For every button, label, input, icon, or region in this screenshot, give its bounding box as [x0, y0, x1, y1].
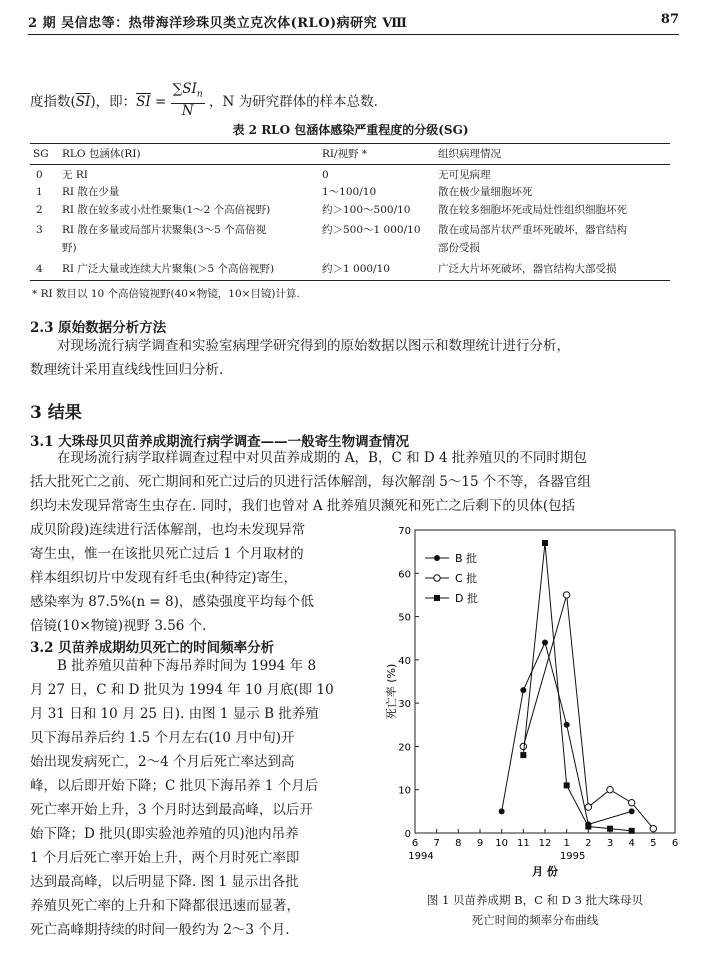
year-label: 1994 — [408, 851, 434, 862]
data-point — [520, 743, 526, 749]
header-journal-title: 2 期 吴信忠等：热带海洋珍珠贝类立克次体(RLO)病研究 Ⅷ — [28, 16, 408, 31]
data-point — [564, 722, 570, 728]
formula-line: 度指数$(\overline{SI})$，即：$\overline{SI}$ = $\sum SI_n$ N ，N 为研究群体的样本总数. — [30, 81, 378, 119]
y-tick-label: 30 — [398, 699, 411, 711]
section-2-3-body: 对现场流行病学调查和实验室病理学研究得到的原始数据以图示和数理统计进行分析， 数理统计采用直线线性回归分析. — [30, 338, 570, 378]
data-point — [520, 752, 526, 758]
data-point — [499, 808, 505, 814]
legend-label: B 批 — [455, 552, 478, 565]
table-header-sg: SG — [33, 148, 49, 160]
legend-marker — [434, 575, 440, 581]
year-label: 1995 — [559, 851, 586, 862]
y-tick-label: 20 — [398, 742, 411, 754]
legend-marker — [434, 595, 440, 601]
data-point — [520, 687, 526, 693]
table-row: 0 无 RI 0 无可见病理 — [36, 169, 491, 181]
data-point — [585, 804, 591, 810]
running-header — [28, 12, 679, 35]
series-line-1 — [502, 643, 632, 825]
table-bottom-rule — [30, 280, 670, 281]
x-axis-label: 月 份 — [532, 865, 558, 878]
data-point — [650, 825, 656, 831]
table-row: 2 RI 散在较多或小灶性聚集(1～2 个高倍视野) 约＞100～500/10 散在较多细胞坏死或局灶性组织细胞坏死 — [36, 204, 627, 216]
x-tick-label: 11 — [516, 838, 530, 849]
fraction: $\sum SI_n$ N — [172, 81, 203, 119]
si-bar-symbol-2: $\overline{SI}$ — [136, 93, 151, 110]
y-tick-label: 70 — [398, 526, 411, 537]
data-point — [628, 800, 634, 806]
mortality-line-chart — [385, 515, 685, 885]
x-tick-label: 12 — [538, 838, 552, 849]
data-point — [563, 592, 569, 598]
x-tick-label: 5 — [650, 838, 657, 849]
legend-label: C 批 — [455, 572, 478, 585]
legend-label: D 批 — [455, 592, 478, 605]
series-line-2 — [523, 595, 653, 829]
table-title: 表 2 RLO 包涵体感染严重程度的分级(SG) — [232, 123, 469, 137]
si-bar-symbol: $\overline{SI}$ — [75, 93, 91, 110]
plot-frame — [415, 530, 675, 833]
data-point — [607, 787, 613, 793]
data-point — [607, 826, 613, 832]
table-row: 野) 部份受损 — [62, 242, 480, 254]
data-point — [564, 782, 570, 788]
data-point — [585, 824, 591, 830]
table-row: 3 RI 散在多量或局部片状聚集(3～5 个高倍视 约＞500～1 000/10 散在或局部片状严重坏死破坏，器官结构 — [36, 224, 627, 236]
table-row: 4 RI 广泛大量或连续大片聚集(＞5 个高倍视野) 约＞1 000/10 广泛大片坏死破坏，器官结构大部受损 — [36, 263, 617, 275]
table-header-ri: RLO 包涵体(RI) — [62, 148, 141, 160]
x-tick-label: 1 — [563, 838, 570, 849]
figure-caption: 图 1 贝苗养成期 B，C 和 D 3 批大珠母贝 死亡时间的频率分布曲线 — [426, 893, 644, 927]
table-header-ri-per-field: RI/视野 * — [322, 148, 368, 160]
x-tick-label: 9 — [476, 838, 484, 849]
x-tick-label: 2 — [585, 838, 592, 849]
section-2-3-heading: 2.3 原始数据分析方法 — [30, 320, 167, 336]
section-3-heading: 3 结果 — [30, 403, 82, 423]
table-footnote: * RI 数目以 10 个高倍镜视野(40×物镜，10×目镜)计算. — [32, 288, 300, 300]
table-top-rule — [30, 143, 670, 144]
series-line-3 — [523, 543, 631, 831]
section-3-2-heading: 3.2 贝苗养成期幼贝死亡的时间频率分析 — [30, 640, 275, 656]
data-point — [542, 540, 548, 546]
y-tick-label: 0 — [404, 829, 411, 840]
y-tick-label: 10 — [398, 785, 411, 797]
page-number: 87 — [660, 12, 679, 27]
x-tick-label: 6 — [411, 838, 419, 849]
x-tick-label: 3 — [606, 838, 614, 849]
table-header-histopathology: 组织病理情况 — [438, 148, 501, 160]
y-tick-label: 50 — [398, 612, 411, 624]
y-tick-label: 40 — [398, 655, 411, 667]
x-tick-label: 10 — [495, 838, 509, 849]
y-axis-label: 死亡率 (%) — [385, 663, 398, 720]
section-3-2-body: B 批养殖贝苗种下海吊养时间为 1994 年 8 月 27 日，C 和 D 批贝为 1994 年 10 月底(即 10 月 31 日和 10 月 25 日). 由图 1 显示 B 批养殖 贝下海吊养后约 1.5 个月左右(10 月中旬)开 始出现发病死亡，2～4 个月后死亡率达到高 峰，以后即开始下降；C 批贝下海吊养 1 个月后 死亡率开始上升，3 个月时达到最高峰，以后开 始下降；D 批贝(即实验池养殖的贝)池内吊养 1 个月后死亡率开始上升，两个月时死亡率即 达到最高峰，以后明显下降. 图 1 显示出各批 养殖贝死亡率的上升和下降都很迅速而显著， 死亡高峰期持续的时间一般约为 2～3 个月. — [30, 658, 334, 938]
section-3-1-body-narrow: 成贝阶段)连续进行活体解剖，也均未发现异常 寄生虫，惟一在该批贝死亡过后 1 个月取材的 样本组织切片中发现有纤毛虫(种待定)寄生， 感染率为 87.5%(n = 8)，感染强度平均每个低 倍镜(10×物镜)视野 3.56 个. — [30, 522, 314, 634]
legend-marker — [434, 555, 440, 561]
section-3-1-body: 在现场流行病学取样调查过程中对贝苗养成期的 A，B，C 和 D 4 批养殖贝的不同时期包 括大批死亡之前、死亡期间和死亡过后的贝进行活体解剖，每次解剖 5～15 个不等，各器官组 织均未发现异常寄生虫存在. 同时，我们也曾对 A 批养殖贝濒死和死亡之后剩下的贝体(包括 — [30, 450, 591, 514]
table-row: 1 RI 散在少量 1～100/10 散在极少量细胞坏死 — [36, 186, 533, 198]
table-header-rule — [30, 164, 670, 165]
data-point — [542, 640, 548, 646]
x-tick-label: 6 — [671, 838, 679, 849]
data-point — [629, 828, 635, 834]
x-tick-label: 4 — [628, 838, 635, 849]
y-tick-label: 60 — [398, 569, 411, 581]
section-3-1-heading: 3.1 大珠母贝贝苗养成期流行病学调查——一般寄生物调查情况 — [30, 434, 410, 450]
x-tick-label: 8 — [455, 838, 462, 849]
data-point — [629, 808, 635, 814]
x-tick-label: 7 — [433, 838, 440, 849]
